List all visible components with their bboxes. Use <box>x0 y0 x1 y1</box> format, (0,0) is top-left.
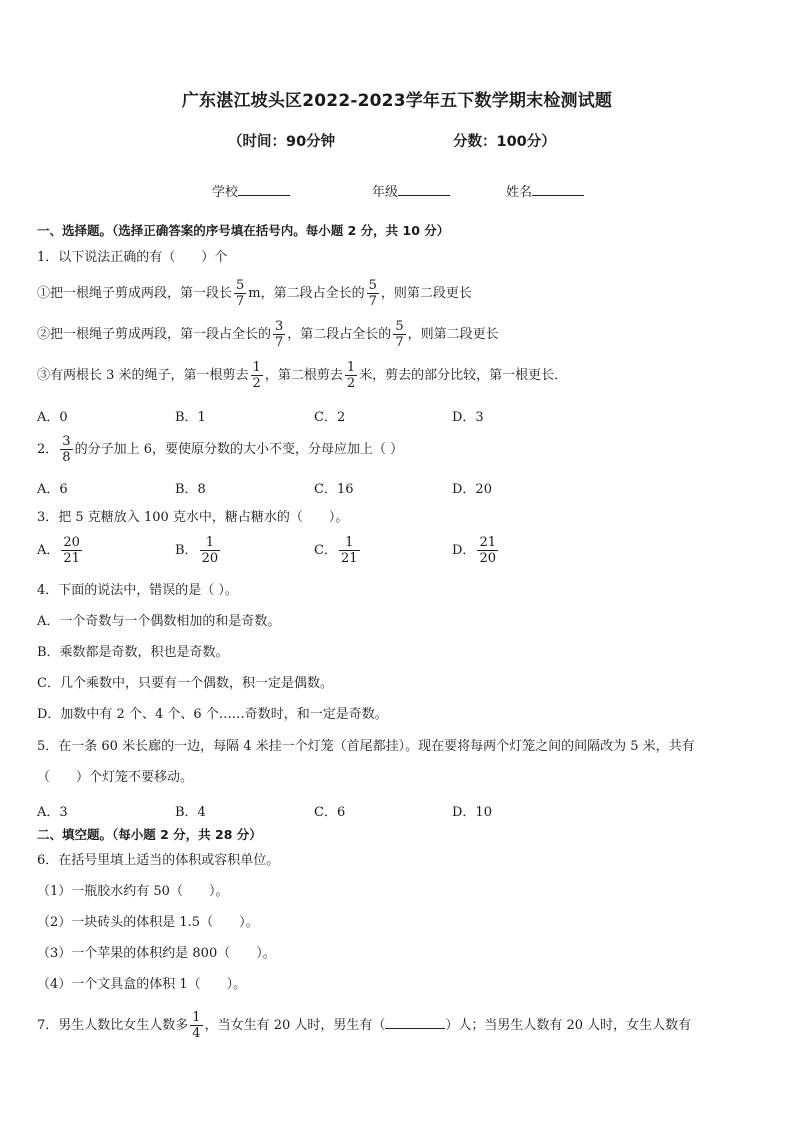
q3-option-b[interactable] <box>175 535 222 566</box>
section1-heading: 一、选择题。（选择正确答案的序号填在括号内。每小题 2 分，共 10 分） <box>37 223 450 238</box>
fraction <box>273 319 285 350</box>
fraction <box>393 319 405 350</box>
fraction <box>60 434 72 465</box>
q1-option-c[interactable]: C．2 <box>314 410 346 425</box>
q2-option-d[interactable]: D．20 <box>452 482 492 497</box>
fraction <box>200 535 221 566</box>
denominator: 2 <box>346 376 356 391</box>
fraction <box>477 535 498 566</box>
name-blank[interactable] <box>532 183 584 196</box>
q1-s2-text-a: ②把一根绳子剪成两段，第一段占全长的 <box>37 327 272 342</box>
q1-statement-3 <box>37 360 567 391</box>
q1-s1-text-b: m，第二段占全长的 <box>248 286 365 301</box>
q4-option-d[interactable]: D．加数中有 2 个、4 个、6 个……奇数时，和一定是奇数。 <box>37 707 388 722</box>
q6-item-4[interactable]: （4）一个文具盒的体积 1（ ）。 <box>37 977 247 992</box>
q7-text-b: ，当女生有 20 人时，男生有（ <box>204 1018 386 1033</box>
q2-number: 2． <box>37 442 59 457</box>
q2-option-c[interactable]: C．16 <box>314 482 354 497</box>
numerator: 3 <box>275 319 284 334</box>
denominator: 20 <box>479 551 496 566</box>
q1-s1-text-c: ，则第二段更长 <box>380 286 472 301</box>
q2-stem <box>37 434 403 465</box>
q6-item-3[interactable]: （3）一个苹果的体积约是 800（ ）。 <box>37 946 276 961</box>
denominator: 7 <box>368 294 377 309</box>
q1-option-b[interactable]: B．1 <box>175 410 206 425</box>
q1-s2-text-b: ，第二段占全长的 <box>287 327 392 342</box>
q5-stem-line-1: 5．在一条 60 米长廊的一边，每隔 4 米挂一个灯笼（首尾都挂）。现在要将每两个灯笼之间的间隔改为 5 米，共有 <box>37 739 695 754</box>
option-label: A． <box>37 543 60 558</box>
denominator: 21 <box>63 551 80 566</box>
q5-option-d[interactable]: D．10 <box>452 805 492 820</box>
section2-heading: 二、填空题。（每小题 2 分，共 28 分） <box>37 827 262 842</box>
numerator: 5 <box>236 278 245 293</box>
q1-s3-text-a: ③有两根长 3 米的绳子，第一根剪去 <box>37 368 249 383</box>
q1-s1-text-a: ①把一根绳子剪成两段，第一段长 <box>37 286 233 301</box>
q6-item-2[interactable]: （2）一块砖头的体积是 1.5（ ）。 <box>37 915 259 930</box>
q7-text-c: ）人；当男生人数有 20 人时，女生人数有 <box>445 1018 692 1033</box>
total-score: 分数：100分） <box>453 134 556 150</box>
q1-statement-2 <box>37 319 499 350</box>
q1-option-a[interactable]: A．0 <box>37 410 68 425</box>
q3-stem: 3．把 5 克糖放入 100 克水中，糖占糖水的（ ）。 <box>37 510 349 525</box>
option-label: D． <box>452 543 476 558</box>
denominator: 4 <box>192 1026 201 1041</box>
fraction <box>339 535 360 566</box>
option-label: C． <box>314 543 337 558</box>
q4-option-a[interactable]: A．一个奇数与一个偶数相加的和是奇数。 <box>37 614 281 629</box>
option-label: B． <box>175 543 198 558</box>
q2-text: 的分子加上 6，要使原分数的大小不变，分母应加上（ ） <box>74 442 404 457</box>
denominator: 7 <box>395 335 404 350</box>
time-limit: （时间：90分钟 <box>228 134 336 150</box>
q1-option-d[interactable]: D．3 <box>452 410 484 425</box>
school-field <box>212 181 290 200</box>
q5-stem-line-2: （ ）个灯笼不要移动。 <box>37 770 194 785</box>
q2-option-a[interactable]: A．6 <box>37 482 68 497</box>
q1-s3-text-b: ，第二根剪去 <box>264 368 343 383</box>
q7-stem <box>37 1010 691 1041</box>
q2-option-b[interactable]: B．8 <box>175 482 206 497</box>
q5-option-a[interactable]: A．3 <box>37 805 68 820</box>
q1-s3-text-c: 米，剪去的部分比较，第一根更长． <box>359 368 568 383</box>
denominator: 20 <box>201 551 219 566</box>
name-label: 姓名 <box>506 185 533 200</box>
denominator: 2 <box>252 376 261 391</box>
fraction <box>251 360 263 391</box>
q6-stem: 6．在括号里填上适当的体积或容积单位。 <box>37 853 280 868</box>
q4-option-c[interactable]: C．几个乘数中，只要有一个偶数，积一定是偶数。 <box>37 676 333 691</box>
numerator: 1 <box>192 1010 201 1025</box>
grade-label: 年级 <box>372 185 399 200</box>
numerator: 3 <box>62 434 71 449</box>
q4-option-b[interactable]: B．乘数都是奇数，积也是奇数。 <box>37 645 229 660</box>
denominator: 7 <box>275 335 284 350</box>
fraction <box>61 535 82 566</box>
fraction <box>190 1010 202 1041</box>
numerator: 1 <box>205 535 214 550</box>
grade-blank[interactable] <box>398 183 450 196</box>
fraction <box>345 360 357 391</box>
q1-s2-text-c: ，则第二段更长 <box>407 327 499 342</box>
q6-item-1[interactable]: （1）一瓶胶水约有 50（ ）。 <box>37 884 229 899</box>
denominator: 8 <box>62 450 71 465</box>
exam-title: 广东湛江坡头区2022-2023学年五下数学期末检测试题 <box>181 91 613 111</box>
name-field <box>506 181 584 200</box>
numerator: 1 <box>252 360 261 375</box>
numerator: 1 <box>346 360 356 375</box>
q1-statement-1 <box>37 278 472 309</box>
numerator: 20 <box>63 535 80 550</box>
q5-option-c[interactable]: C．6 <box>314 805 346 820</box>
q4-stem: 4．下面的说法中，错误的是（ ）。 <box>37 583 238 598</box>
q3-option-d[interactable] <box>452 535 500 566</box>
q7-answer-blank[interactable] <box>385 1016 445 1029</box>
numerator: 5 <box>368 278 377 293</box>
numerator: 1 <box>345 535 354 550</box>
fraction <box>234 278 246 309</box>
numerator: 5 <box>395 319 404 334</box>
q1-stem: 1．以下说法正确的有（ ）个 <box>37 250 228 265</box>
q7-text-a: 7．男生人数比女生人数多 <box>37 1018 189 1033</box>
fraction <box>367 278 379 309</box>
q5-option-b[interactable]: B．4 <box>175 805 206 820</box>
school-label: 学校 <box>212 185 239 200</box>
q3-option-c[interactable] <box>314 535 362 566</box>
q3-option-a[interactable] <box>37 535 84 566</box>
grade-field <box>372 181 450 200</box>
denominator: 7 <box>236 294 245 309</box>
school-blank[interactable] <box>238 183 290 196</box>
numerator: 21 <box>479 535 496 550</box>
denominator: 21 <box>340 551 358 566</box>
